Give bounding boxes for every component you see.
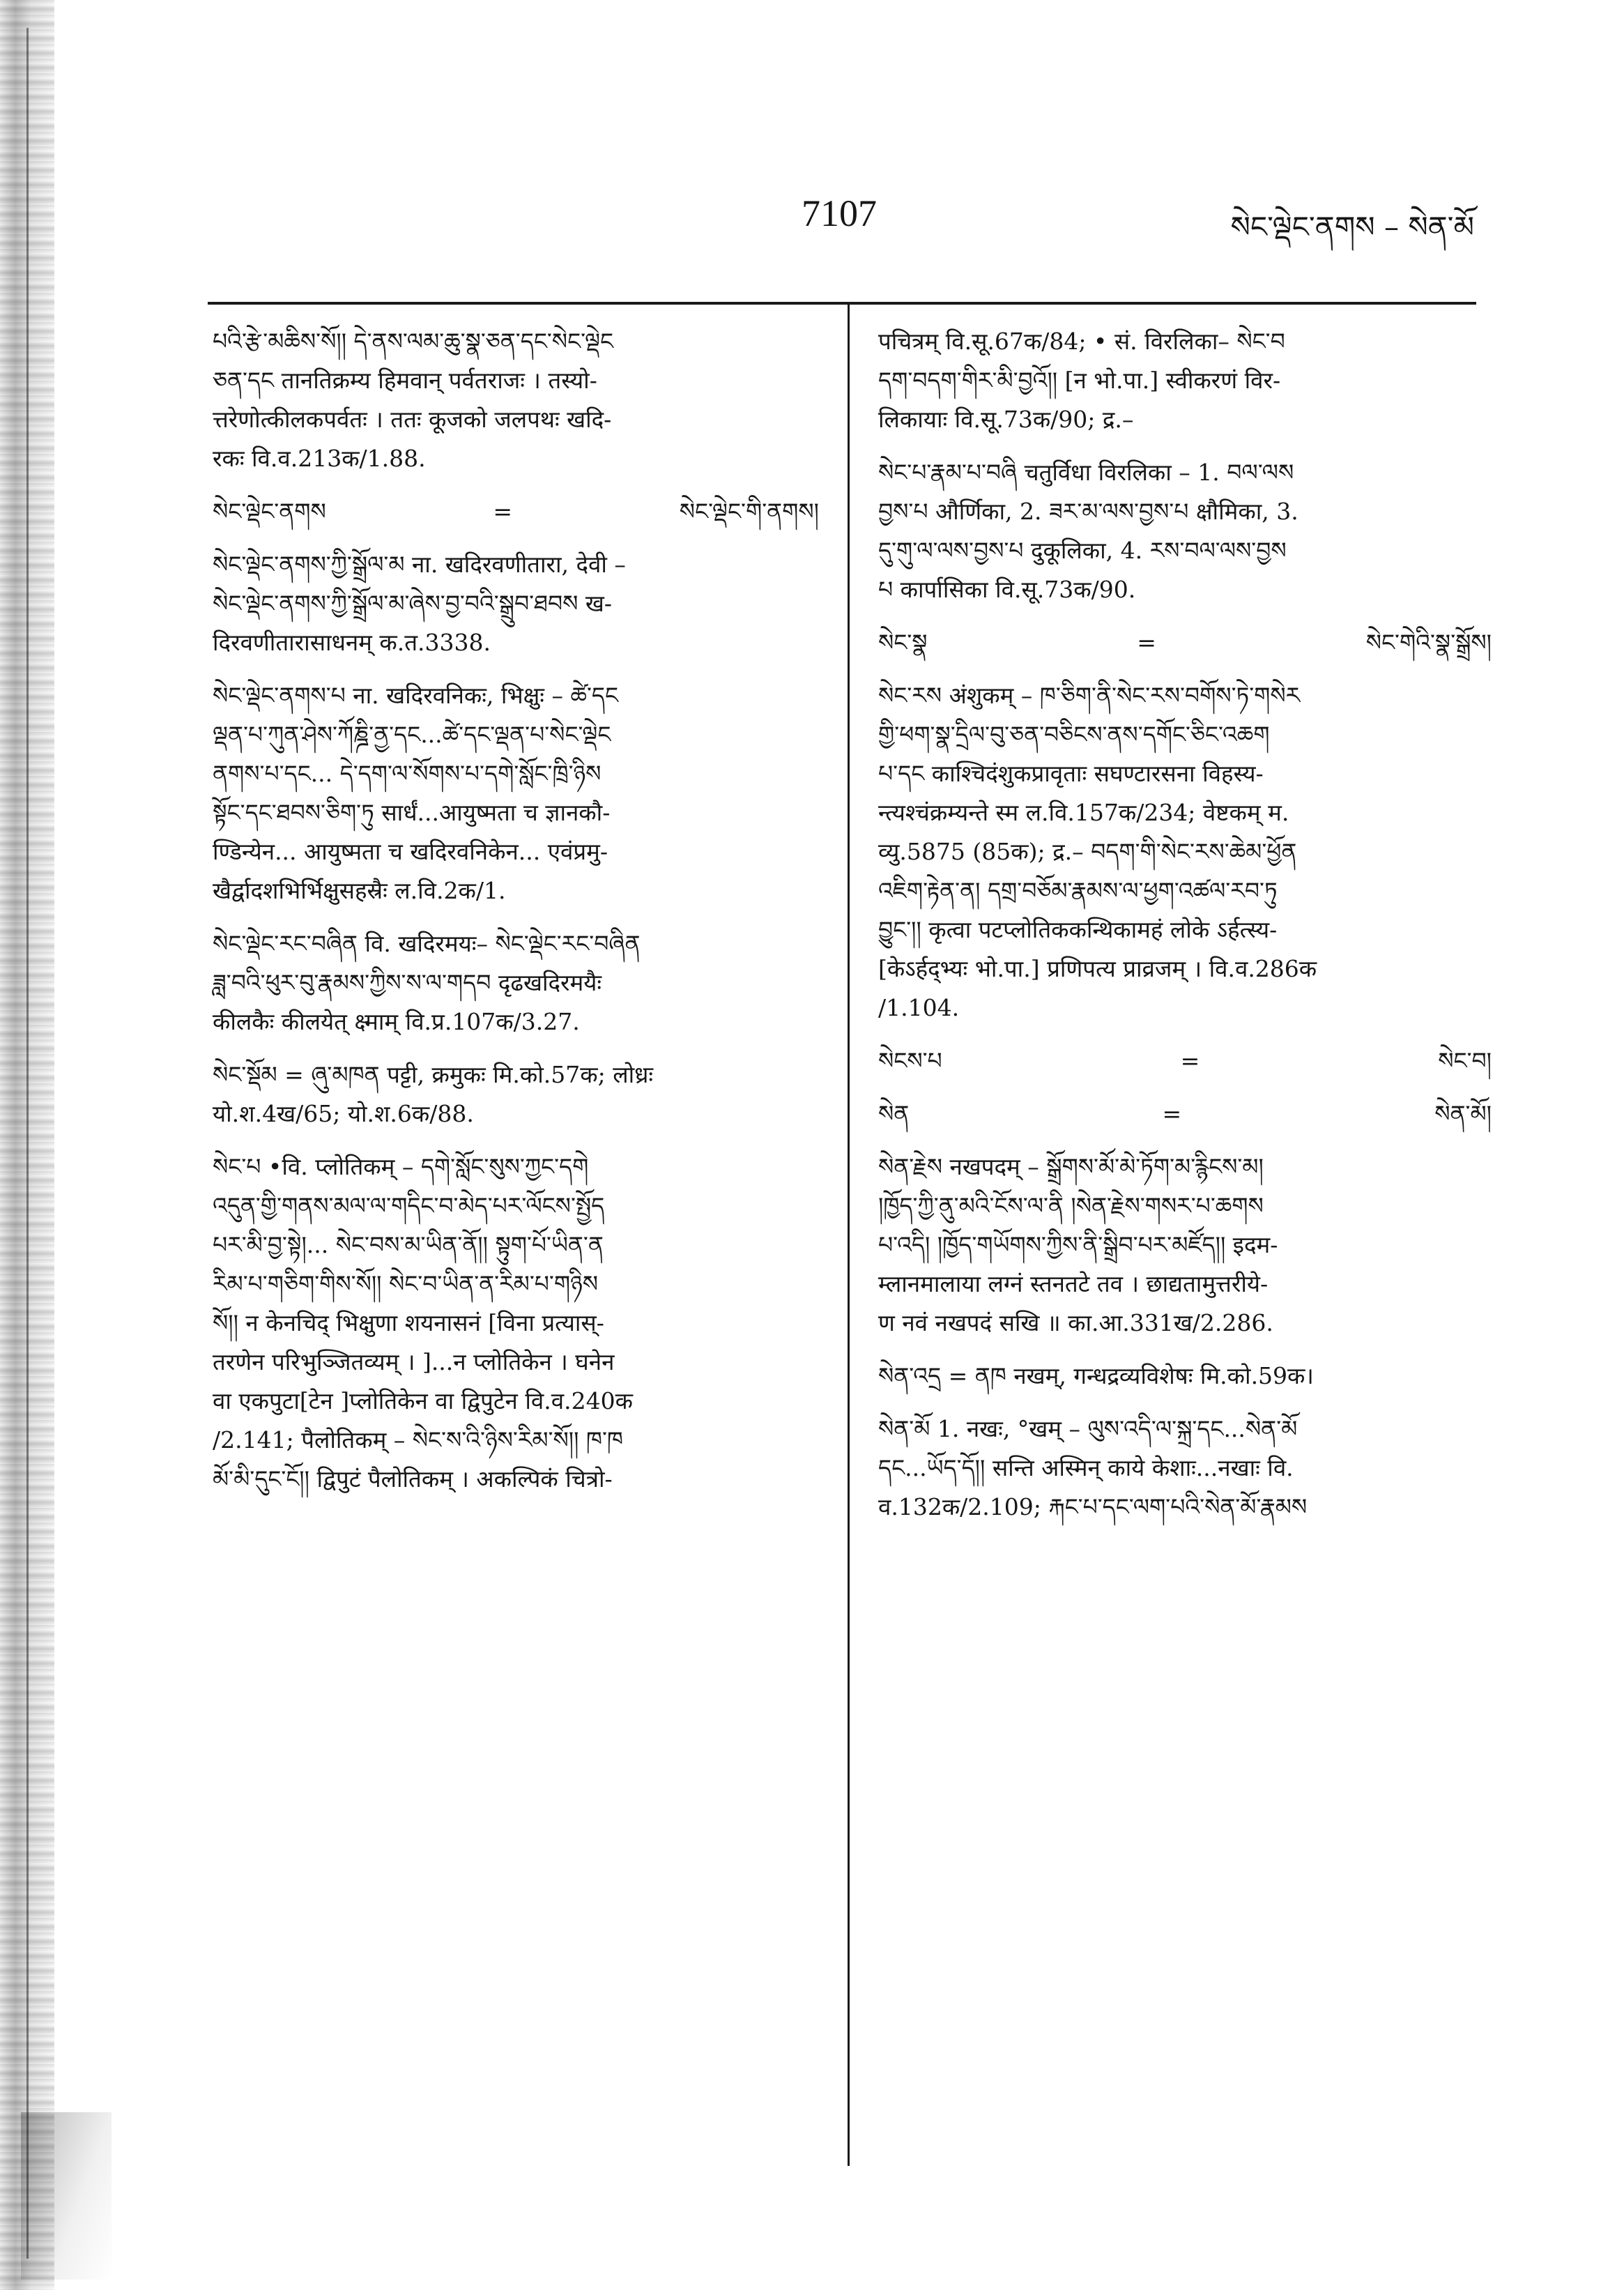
cross-reference bbox=[213, 492, 819, 531]
entry-line: ནགས་པ་དང... དེ་དག་ལ་སོགས་པ་དགེ་སློང་ཁྲི་ཉིས bbox=[213, 760, 602, 787]
entry-line: སེན་རྗེས नखपदम् – སྒྲོགས་མོ་མེ་ཏོག་མ་རྙིངས་མ། bbox=[878, 1153, 1264, 1180]
entry-line: འདུན་གྱི་གནས་མལ་ལ་གདིང་བ་མེད་པར་ལོངས་སྤྱོད bbox=[213, 1192, 605, 1219]
entry-line: སེང་པ་རྣམ་པ་བཞི चतुर्विधा विरलिका – 1. བལ་ལས bbox=[878, 459, 1294, 486]
entry-line: །ཁྱོད་ཀྱི་ནུ་མའི་ངོས་ལ་ནི །སེན་རྗེས་གསར་པ་ཆགས bbox=[878, 1192, 1264, 1219]
entry-line: སོ།། न केनचिद् भिक्षुणा शयनासनं [विना प्रत्यास्- bbox=[213, 1309, 604, 1336]
cross-reference bbox=[878, 1094, 1492, 1133]
entry-line: व.132क/2.109; རྐང་པ་དང་ལག་པའི་སེན་མོ་རྣམས bbox=[878, 1493, 1308, 1520]
page-number: 7107 bbox=[802, 192, 877, 234]
entry-line: སྟོང་དང་ཐབས་ཅིག་ཏུ सार्धं...आयुष्मता च ज्ञानकौ- bbox=[213, 799, 611, 826]
equals-sign: = bbox=[1180, 1047, 1200, 1074]
headword: སེང་སྣ bbox=[878, 629, 928, 656]
entry-line: /2.141; पैलोतिकम् – སེང་ས་འི་ཉིས་རིམ་སོ།། ཁ་ཁ bbox=[213, 1426, 624, 1453]
scan-shadow-bottom bbox=[21, 2112, 112, 2280]
entry-line: /1.104. bbox=[878, 994, 960, 1021]
entry-line: ण नवं नखपदं सखि ॥ का.आ.331ख/2.286. bbox=[878, 1309, 1273, 1336]
entry-line: न्त्यश्चंक्रम्यन्ते स्म ल.वि.157क/234; वेष्टकम् म. bbox=[878, 799, 1289, 826]
headword: སེངས་པ bbox=[878, 1047, 942, 1074]
equals-sign: = bbox=[1137, 629, 1156, 656]
running-head: སེང་ལྡེང་ནགས – སེན་མོ bbox=[1230, 210, 1474, 244]
cross-reference bbox=[878, 1041, 1492, 1081]
entry-line: रकः वि.व.213क/1.88. bbox=[213, 445, 426, 472]
entry-line: པར་མི་བྱ་སྟེ།... སེང་བས་མ་ཡིན་ནོ།། སྟུག་པོ་ཡིན་ན bbox=[213, 1231, 604, 1258]
equals-sign: = bbox=[493, 498, 513, 525]
entry-line: པ་འདི། །ཁྱོད་གཡོགས་ཀྱིས་ནི་སྒྲིབ་པར་མཛོད།། इदम- bbox=[878, 1231, 1278, 1258]
entry-line: དང...ཡོད་དོ།། सन्ति अस्मिन् काये केशाः...नखाः वि. bbox=[878, 1454, 1294, 1481]
entry-line: མོ་མི་དུང་ངོ།། द्विपुटं पैलोतिकम् । अकल्पिकं चित्रो- bbox=[213, 1465, 613, 1493]
dictionary-entry bbox=[213, 676, 819, 910]
dictionary-entry bbox=[213, 545, 819, 662]
entry-line: पचित्रम् वि.सू.67क/84; • सं. विरलिका– སེང་བ bbox=[878, 328, 1285, 355]
cross-reference bbox=[878, 623, 1492, 662]
cross-reference-target: སེང་གེའི་སྣ་སྒྲོས། bbox=[1365, 629, 1492, 656]
dictionary-entry bbox=[878, 676, 1492, 1028]
headword: སེན bbox=[878, 1100, 910, 1127]
entry-line: [केऽर्हद्भ्यः भो.पा.] प्रणिपत्य प्राव्रजम् । वि.व.286क bbox=[878, 955, 1317, 982]
entry-line: སེང་ལྡེང་ནགས་ཀྱི་སྒྲོལ་མ་ཞེས་བྱ་བའི་སྒྲུབ་ཐབས ख- bbox=[213, 590, 613, 617]
entry-line: པའི་རྩེ་མཆིས་སོ།། དེ་ནས་ལམ་ཆུ་སྣ་ཅན་དང་སེང་ལྡེང bbox=[213, 328, 614, 355]
dictionary-entry bbox=[878, 322, 1492, 439]
entry-line: གྱི་ཕག་སྣ་དྲིལ་བུ་ཅན་བཅིངས་ནས་དགོང་ཅིང་འཆག bbox=[878, 721, 1270, 748]
dictionary-entry bbox=[213, 1147, 819, 1499]
cross-reference-target: སེན་མོ། bbox=[1434, 1100, 1492, 1127]
entry-line: ལྡན་པ་ཀུན་ཤེས་ཀོཎྜི་ནྱ་དང...ཚེ་དང་ལྡན་པ་སེང་ལྡེང bbox=[213, 721, 611, 748]
entry-line: སེང་ལྡེང་རང་བཞིན वि. खदिरमयः– སེང་ལྡེང་རང་བཞིན bbox=[213, 930, 641, 957]
entry-line: སེང་རས अंशुकम् – ཁ་ཅིག་ནི་སེང་རས་བགོས་ཏེ་གསེར bbox=[878, 682, 1301, 709]
header-rule bbox=[208, 302, 1476, 305]
entry-line: པ कार्पासिका वि.सू.73क/90. bbox=[878, 576, 1136, 603]
dictionary-entry bbox=[878, 1410, 1492, 1527]
entry-line: སེང་ལྡེང་ནགས་ཀྱི་སྒྲོལ་མ ना. खदिरवणीतारा, देवी – bbox=[213, 551, 626, 578]
entry-line: སེན་མོ 1. नखः, °खम् – ལུས་འདི་ལ་སྐྲ་དང...སེན་མོ bbox=[878, 1415, 1298, 1442]
entry-line: दिरवणीतारासाधनम् क.त.3338. bbox=[213, 629, 491, 656]
entry-line: བྱུང་།། कृत्वा पटप्लोतिककन्थिकामहं लोके ऽर्हत्स्य- bbox=[878, 916, 1278, 943]
entry-line: སེན་འདྲ = ནཁ नखम्, गन्धद्रव्यविशेषः मि.को.59क। bbox=[878, 1362, 1314, 1389]
entry-line: སེང་སྡོམ = ཞུ་མཁན पट्टी, क्रमुकः मि.को.57क; लोध्रः bbox=[213, 1061, 654, 1088]
entry-line: དག་བདག་གིར་མི་བྱའོ།། [न भो.पा.] स्वीकरणं विर- bbox=[878, 367, 1281, 394]
entry-line: བྱས་པ और्णिका, 2. ཟར་མ་ལས་བྱས་པ क्षौमिका, 3. bbox=[878, 498, 1299, 525]
entry-line: དུ་གུ་ལ་ལས་བྱས་པ दुकूलिका, 4. རས་བལ་ལས་བྱས bbox=[878, 537, 1287, 564]
entry-line: व्यु.5875 (85क); द्र.– བདག་གི་སེང་རས་ཆེམ་ཕྱོན bbox=[878, 838, 1297, 865]
dictionary-entry bbox=[878, 453, 1492, 609]
entry-line: པ་དང काश्चिदंशुकप्रावृताः सघण्टारसना विहस्य- bbox=[878, 760, 1264, 787]
dictionary-entry bbox=[878, 1357, 1492, 1396]
right-column bbox=[878, 322, 1492, 1541]
entry-line: ཟླ་བའི་ཕུར་བུ་རྣམས་ཀྱིས་ས་ལ་གདབ दृढखदिरमयैः bbox=[213, 969, 602, 996]
entry-line: कीलकैः कीलयेत् क्ष्माम् वि.प्र.107क/3.27. bbox=[213, 1008, 580, 1035]
dictionary-entry bbox=[213, 1055, 819, 1133]
left-column bbox=[213, 322, 819, 1513]
cross-reference-target: སེང་ལྡེང་གི་ནགས། bbox=[679, 498, 819, 525]
entry-line: खैर्द्वादशभिर्भिक्षुसहस्रैः ल.वि.2क/1. bbox=[213, 877, 506, 904]
column-divider bbox=[848, 305, 850, 2166]
entry-line: སེང་ལྡེང་ནགས་པ ना. खदिरवनिकः, भिक्षुः – ཚེ་དང bbox=[213, 682, 619, 709]
entry-line: རིམ་པ་གཅིག་གིས་སོ།། སེང་བ་ཡིན་ན་རིམ་པ་གཉིས bbox=[213, 1270, 599, 1297]
headword: སེང་ལྡེང་ནགས bbox=[213, 498, 326, 525]
dictionary-entry bbox=[213, 322, 819, 478]
entry-line: ण्डिन्येन... आयुष्मता च खदिरवनिकेन... एवंप्रमु- bbox=[213, 838, 608, 865]
entry-line: སེང་པ •वि. प्लोतिकम् – དགེ་སློང་སུས་ཀྱང་དགེ bbox=[213, 1153, 589, 1180]
entry-line: ཅན་དང तानतिक्रम्य हिमवान् पर्वतराजः । तस्यो- bbox=[213, 367, 597, 394]
scan-binding-line bbox=[26, 28, 29, 2259]
entry-line: འཇིག་རྟེན་ན། དགྲ་བཅོམ་རྣམས་ལ་ཕྱག་འཚལ་རབ་ཏུ bbox=[878, 877, 1278, 904]
equals-sign: = bbox=[1162, 1100, 1182, 1127]
cross-reference-target: སེང་བ། bbox=[1438, 1047, 1492, 1074]
entry-line: लिकायाः वि.सू.73क/90; द्र.– bbox=[878, 406, 1134, 433]
entry-line: यो.श.4ख/65; यो.श.6क/88. bbox=[213, 1100, 474, 1127]
entry-line: म्लानमालाया लग्नं स्तनतटे तव । छाद्यतामुत्तरीये- bbox=[878, 1270, 1269, 1297]
entry-line: त्तरेणोत्कीलकपर्वतः । ततः कूजको जलपथः खदि- bbox=[213, 406, 612, 433]
dictionary-entry bbox=[213, 924, 819, 1041]
dictionary-entry bbox=[878, 1147, 1492, 1343]
entry-line: वा एकपुटा[टेन ]प्लोतिकेन वा द्विपुटेन वि.व.240क bbox=[213, 1387, 633, 1414]
entry-line: तरणेन परिभुञ्जितव्यम् । ]...न प्लोतिकेन । घनेन bbox=[213, 1348, 615, 1375]
